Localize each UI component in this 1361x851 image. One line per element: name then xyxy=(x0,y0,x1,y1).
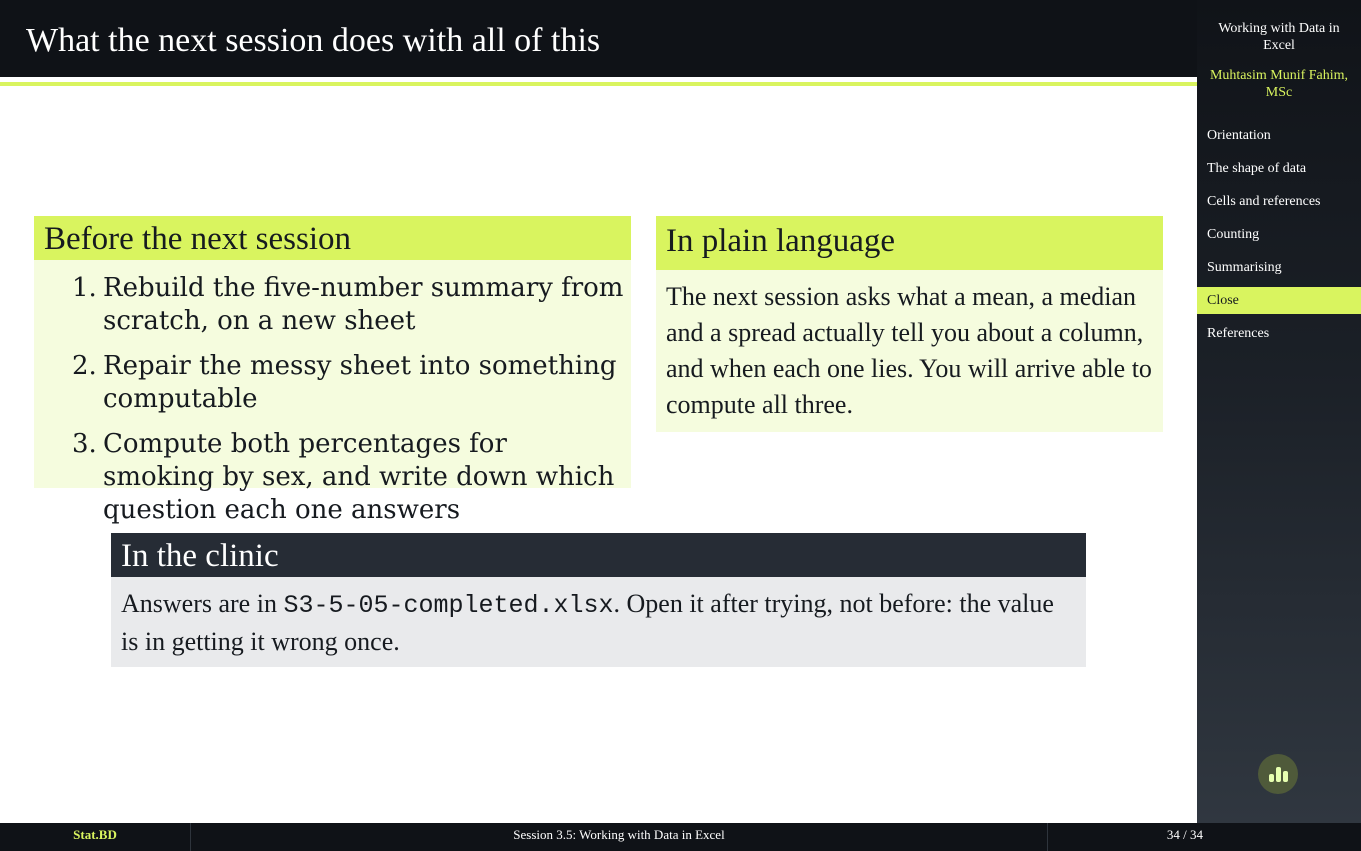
before-block-title: Before the next session xyxy=(34,216,631,260)
plain-block-title: In plain language xyxy=(656,216,1163,270)
plain-block-text: The next session asks what a mean, a median and a spread actually tell you about a column, and when each one lies. You will arrive able to compute all three. xyxy=(666,282,1152,419)
deck-title: Working with Data in Excel xyxy=(1218,21,1340,53)
list-item xyxy=(34,350,631,416)
clinic-text-before: Answers are in xyxy=(121,589,284,618)
slide-header xyxy=(0,0,1197,77)
footer-session-title: Session 3.5: Working with Data in Excel xyxy=(513,827,725,842)
task-list xyxy=(34,272,631,527)
slide-title: What the next session does with all of this xyxy=(26,22,601,59)
slide-footer xyxy=(0,823,1361,851)
footer-page-number: 34 / 34 xyxy=(1166,827,1203,842)
sidebar xyxy=(1197,0,1361,823)
bar-chart-icon xyxy=(1258,754,1298,794)
list-item-text: Repair the messy sheet into something computable xyxy=(103,351,617,414)
clinic-block-text xyxy=(111,577,1086,660)
list-item xyxy=(34,428,631,527)
list-item-text: Rebuild the five-number summary from scratch, on a new sheet xyxy=(103,273,624,336)
list-item xyxy=(34,272,631,338)
nav-item-summarising[interactable]: Summarising xyxy=(1207,260,1282,275)
completed-file-name: S3-5-05-completed.xlsx xyxy=(283,591,614,620)
nav-item-counting[interactable]: Counting xyxy=(1207,227,1260,242)
list-item-number: 2. xyxy=(72,351,97,381)
before-next-session-block xyxy=(34,216,631,525)
footer-brand: Stat.BD xyxy=(73,827,117,842)
nav-item-close[interactable]: Close xyxy=(1197,287,1361,314)
list-item-number: 1. xyxy=(72,273,97,303)
plain-language-block xyxy=(656,216,1163,432)
clinic-text-after: . Open it after trying, not before: the value is in getting it wrong once. xyxy=(121,589,1054,656)
nav-item-shape-of-data[interactable]: The shape of data xyxy=(1207,161,1307,176)
header-accent-line xyxy=(0,82,1197,86)
nav-item-orientation[interactable]: Orientation xyxy=(1207,128,1271,143)
clinic-block-title: In the clinic xyxy=(111,533,1086,577)
nav-item-references[interactable]: References xyxy=(1207,326,1270,341)
section-nav xyxy=(1197,122,1361,353)
nav-item-cells-and-references[interactable]: Cells and references xyxy=(1207,194,1321,209)
list-item-text: Compute both percentages for smoking by sex, and write down which question each one answers xyxy=(103,429,615,525)
list-item-number: 3. xyxy=(72,429,97,459)
in-the-clinic-block xyxy=(111,533,1086,667)
author-name: Muhtasim Munif Fahim, MSc xyxy=(1209,68,1349,100)
